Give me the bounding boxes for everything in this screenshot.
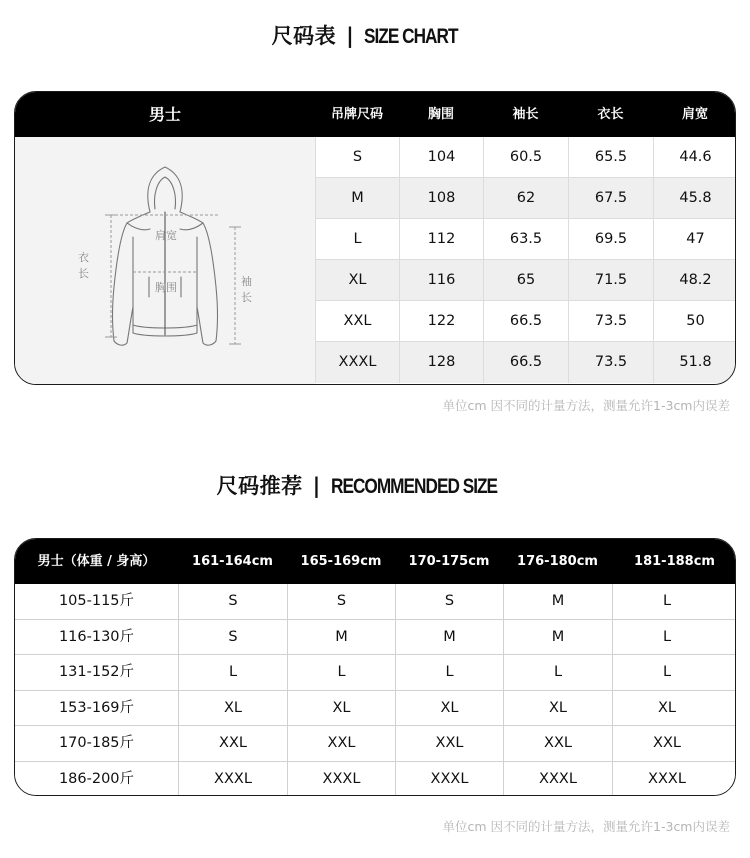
size-chart-title-en: SIZE CHART — [364, 25, 458, 48]
gender-label: 男士 — [148, 105, 181, 124]
header-length: 衣长 — [597, 107, 624, 122]
table-cell: L — [503, 655, 612, 690]
table-cell: M — [395, 620, 503, 655]
table-cell: XL — [395, 691, 503, 726]
table-cell: XXL — [178, 726, 287, 761]
table-row — [15, 655, 735, 691]
table-cell: S — [287, 584, 395, 619]
table-cell: 116 — [399, 260, 483, 301]
table-row — [315, 342, 735, 383]
label-sleeve-1: 袖 — [241, 275, 252, 288]
size-chart-title — [0, 20, 750, 50]
table-cell: 45.8 — [653, 178, 736, 219]
table-cell: XXXL — [287, 762, 395, 797]
table-cell: 104 — [399, 137, 483, 178]
label-length-1: 衣 — [78, 251, 89, 264]
header-height-3: 170-175cm — [408, 554, 490, 569]
size-chart-title-cn: 尺码表 — [271, 24, 337, 48]
table-cell: 51.8 — [653, 342, 736, 383]
table-cell: 47 — [653, 219, 736, 260]
table-cell: L — [395, 655, 503, 690]
header-height-4: 176-180cm — [517, 554, 598, 569]
table-cell: L — [612, 655, 721, 690]
table-cell: S — [178, 584, 287, 619]
header-shoulder: 肩宽 — [681, 107, 708, 122]
table-row — [15, 620, 735, 656]
label-length-2: 长 — [78, 267, 89, 280]
table-cell: XXXL — [612, 762, 721, 797]
table-cell: XL — [178, 691, 287, 726]
jacket-illustration-icon — [15, 137, 315, 384]
table-cell: 60.5 — [483, 137, 568, 178]
table-cell: 69.5 — [568, 219, 653, 260]
table-cell: XXL — [395, 726, 503, 761]
table-cell: 73.5 — [568, 342, 653, 383]
table-cell: XXL — [612, 726, 721, 761]
size-chart-note: 单位cm 因不同的计量方法，测量允许1-3cm内误差 — [442, 398, 730, 413]
table-cell: XL — [612, 691, 721, 726]
recommended-header — [15, 539, 735, 584]
table-cell: L — [287, 655, 395, 690]
weight-cell: 105-115斤 — [58, 593, 135, 609]
table-cell: L — [315, 219, 399, 260]
table-cell: 65.5 — [568, 137, 653, 178]
table-cell: 48.2 — [653, 260, 736, 301]
recommended-title-en: RECOMMENDED SIZE — [330, 475, 497, 498]
table-cell: 108 — [399, 178, 483, 219]
recommended-title-cn: 尺码推荐 — [216, 474, 303, 498]
weight-cell: 116-130斤 — [58, 628, 135, 645]
table-cell: XL — [503, 691, 612, 726]
table-cell: M — [287, 620, 395, 655]
table-cell: 66.5 — [483, 301, 568, 342]
weight-cell: 153-169斤 — [58, 699, 135, 716]
table-cell: 62 — [483, 178, 568, 219]
table-cell: 50 — [653, 301, 736, 342]
table-cell: XXL — [315, 301, 399, 342]
weight-cell: 131-152斤 — [58, 664, 135, 680]
table-cell: XXXL — [178, 762, 287, 797]
table-cell: 73.5 — [568, 301, 653, 342]
table-cell: XXL — [503, 726, 612, 761]
table-cell: XL — [287, 691, 395, 726]
header-tag-size: 吊牌尺码 — [330, 107, 383, 122]
table-row — [315, 301, 735, 342]
table-row — [15, 584, 735, 620]
size-chart-header — [15, 92, 735, 137]
header-height-5: 181-188cm — [634, 554, 715, 569]
header-sleeve: 袖长 — [512, 107, 539, 122]
table-cell: S — [315, 137, 399, 178]
label-sleeve-2: 长 — [241, 291, 252, 304]
table-row — [15, 762, 735, 797]
table-cell: M — [503, 584, 612, 619]
title-separator: | — [346, 24, 355, 48]
table-cell: 112 — [399, 219, 483, 260]
table-cell: M — [315, 178, 399, 219]
recommended-table — [14, 538, 736, 796]
table-cell: 63.5 — [483, 219, 568, 260]
table-cell: 128 — [399, 342, 483, 383]
table-cell: L — [612, 584, 721, 619]
label-shoulder: 肩宽 — [155, 229, 177, 242]
table-cell: S — [178, 620, 287, 655]
header-weight-height: 男士（体重 / 身高） — [37, 554, 156, 569]
table-cell: 66.5 — [483, 342, 568, 383]
table-cell: XXXL — [503, 762, 612, 797]
table-cell: 122 — [399, 301, 483, 342]
table-cell: XL — [315, 260, 399, 301]
label-chest: 胸围 — [155, 281, 177, 294]
table-cell: 71.5 — [568, 260, 653, 301]
header-height-2: 165-169cm — [300, 554, 382, 569]
table-cell: S — [395, 584, 503, 619]
table-row — [315, 260, 735, 301]
table-row — [15, 726, 735, 762]
recommended-title — [0, 470, 750, 500]
jacket-diagram — [15, 137, 315, 384]
size-chart-table — [14, 91, 736, 385]
table-cell: 44.6 — [653, 137, 736, 178]
table-row — [315, 178, 735, 219]
table-cell: M — [503, 620, 612, 655]
table-cell: XXL — [287, 726, 395, 761]
weight-cell: 170-185斤 — [58, 735, 135, 751]
table-cell: 67.5 — [568, 178, 653, 219]
table-cell: L — [178, 655, 287, 690]
table-cell: XXXL — [315, 342, 399, 383]
table-row — [315, 219, 735, 260]
recommended-note: 单位cm 因不同的计量方法，测量允许1-3cm内误差 — [442, 819, 730, 834]
title-separator: | — [312, 474, 321, 498]
table-row — [15, 691, 735, 727]
table-row — [315, 137, 735, 178]
weight-cell: 186-200斤 — [58, 770, 135, 787]
table-cell: 65 — [483, 260, 568, 301]
header-height-1: 161-164cm — [192, 554, 273, 569]
table-cell: XXXL — [395, 762, 503, 797]
table-cell: L — [612, 620, 721, 655]
header-chest: 胸围 — [427, 107, 454, 122]
